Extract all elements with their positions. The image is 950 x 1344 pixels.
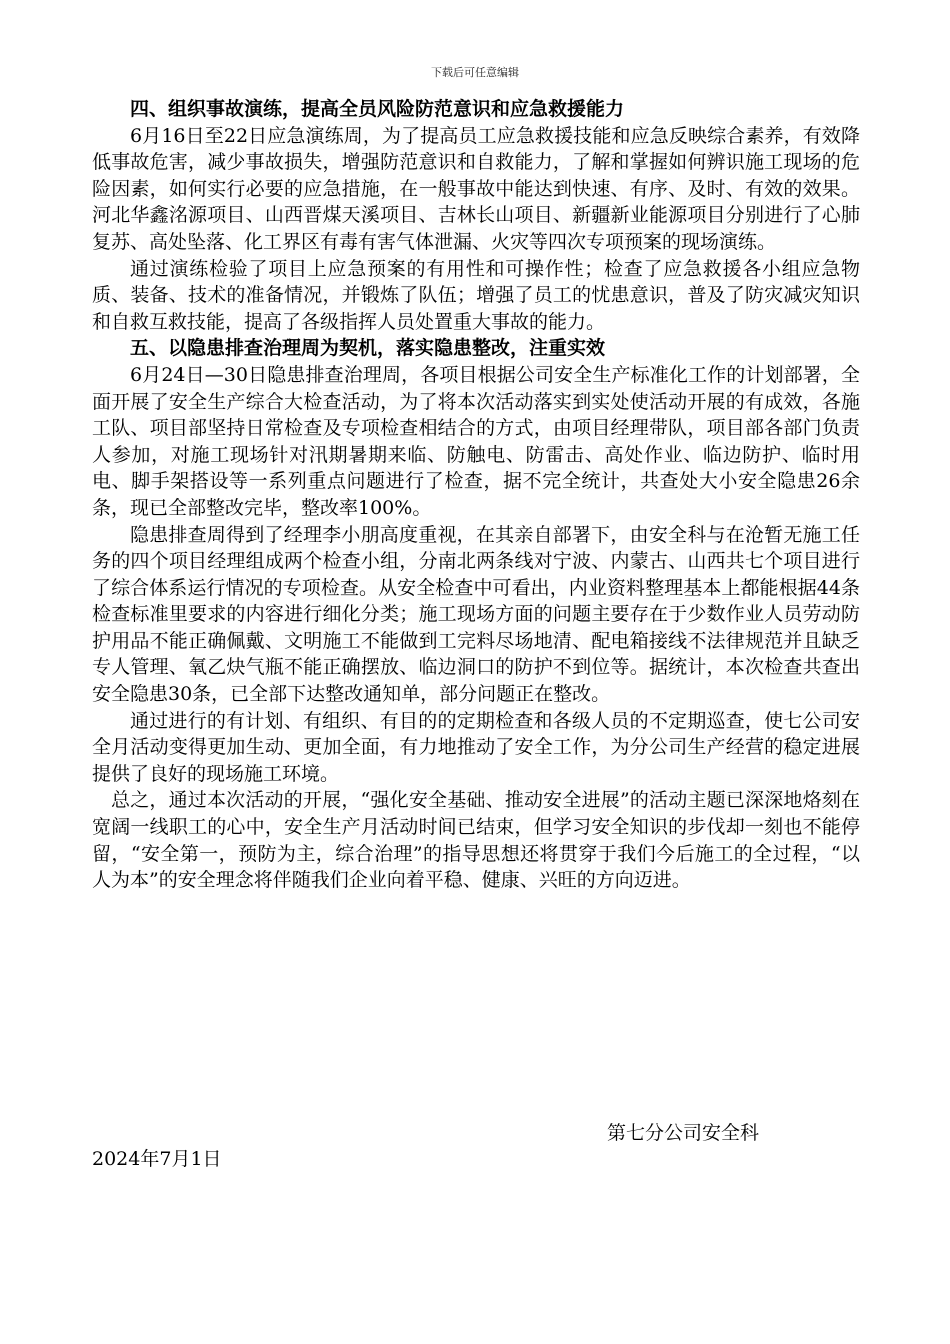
- section-5-paragraph-3: 通过进行的有计划、有组织、有目的的定期检查和各级人员的不定期巡查，使七公司安全月活动变得更加生动、更加全面，有力地推动了安全工作，为分公司生产经营的稳定进展提供了良好的现场施工环境。: [92, 709, 860, 785]
- section-5-paragraph-2: 隐患排查周得到了经理李小朋高度重视，在其亲自部署下，由安全科与在沧暂无施工任务的四个项目经理组成两个检查小组，分南北两条线对宁波、内蒙古、山西共七个项目进行了综合体系运行情况的专项检查。从安全检查中可看出，内业资料整理基本上都能根据44条检查标准里要求的内容进行细化分类；施工现场方面的问题主要存在于少数作业人员劳动防护用品不能正确佩戴、文明施工不能做到工完料尽场地清、配电箱接线不法律规范并且缺乏专人管理、氧乙炔气瓶不能正确摆放、临边洞口的防护不到位等。据统计，本次检查共查出安全隐患30条，已全部下达整改通知单，部分问题正在整改。: [92, 523, 860, 706]
- section-5-paragraph-1: 6月24日—30日隐患排查治理周，各项目根据公司安全生产标准化工作的计划部署，全面开展了安全生产综合大检查活动，为了将本次活动落实到实处使活动开展的有成效，各施工队、项目部坚持日常检查及专项检查相结合的方式，由项目经理带队，项目部各部门负责人参加，对施工现场针对汛期暑期来临、防触电、防雷击、高处作业、临边防护、临时用电、脚手架搭设等一系列重点问题进行了检查，据不完全统计，共查处大小安全隐患26余条，现已全部整改完毕，整改率100%。: [92, 363, 860, 519]
- document-body: [92, 96, 860, 894]
- document-date: 2024年7月1日: [92, 1148, 222, 1170]
- header-note: 下载后可任意编辑: [431, 66, 519, 79]
- section-4-paragraph-2: 通过演练检验了项目上应急预案的有用性和可操作性；检查了应急救援各小组应急物质、装备、技术的准备情况，并锻炼了队伍；增强了员工的忧患意识，普及了防灾减灾知识和自救互救技能，提高了各级指挥人员处置重大事故的能力。: [92, 257, 860, 333]
- conclusion-paragraph: 总之，通过本次活动的开展，“强化安全基础、推动安全进展”的活动主题已深深地烙刻在宽阔一线职工的心中，安全生产月活动时间已结束，但学习安全知识的步伐却一刻也不能停留，“安全第一，预防为主，综合治理”的指导思想还将贯穿于我们今后施工的全过程，“以人为本”的安全理念将伴随我们企业向着平稳、健康、兴旺的方向迈进。: [92, 789, 860, 892]
- section-5-heading: 五、以隐患排查治理周为契机，落实隐患整改，注重实效: [130, 337, 606, 360]
- section-4-heading: 四、组织事故演练，提高全员风险防范意识和应急救援能力: [130, 98, 625, 120]
- signature: 第七分公司安全科: [607, 1122, 760, 1144]
- section-4-paragraph-1: 6月16日至22日应急演练周，为了提高员工应急救援技能和应急反映综合素养，有效降低事故危害，减少事故损失，增强防范意识和自救能力，了解和掌握如何辨识施工现场的危险因素，如何实行必要的应急措施，在一般事故中能达到快速、有序、及时、有效的效果。河北华鑫洺源项目、山西晋煤天溪项目、吉林长山项目、新疆新业能源项目分别进行了心肺复苏、高处坠落、化工界区有毒有害气体泄漏、火灾等四次专项预案的现场演练。: [92, 124, 860, 253]
